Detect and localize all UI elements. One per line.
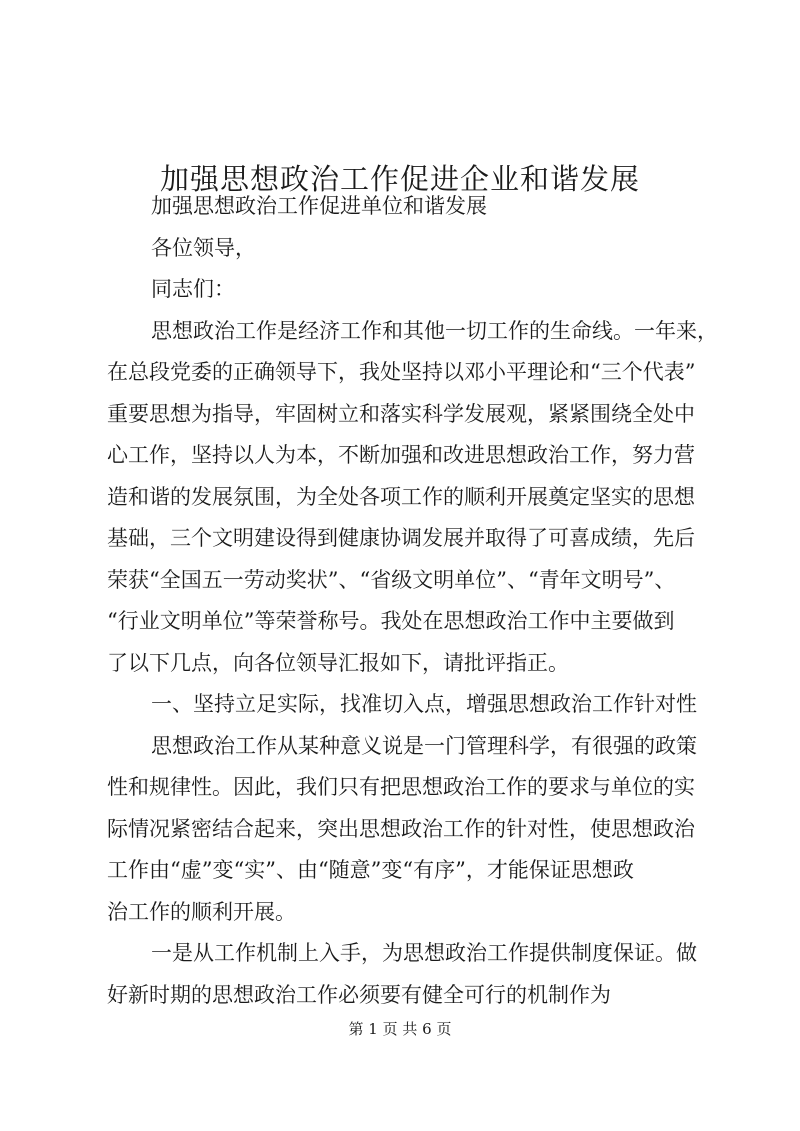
body-line: 了以下几点，向各位领导汇报如下，请批评指正。 <box>107 650 569 675</box>
body-line: 加强思想政治工作促进单位和谐发展 <box>151 194 487 218</box>
body-line: 性和规律性。因此，我们只有把思想政治工作的要求与单位的实 <box>107 775 695 799</box>
body-line: 思想政治工作从某种意义说是一门管理科学，有很强的政策 <box>151 733 697 758</box>
body-line: 际情况紧密结合起来，突出思想政治工作的针对性，使思想政治 <box>107 816 695 841</box>
page-footer: 第 1 页 共 6 页 <box>348 1020 452 1038</box>
body-line: 荣获“全国五一劳动奖状”、“省级文明单位”、“青年文明号”、 <box>107 567 676 592</box>
body-line: 造和谐的发展氛围，为全处各项工作的顺利开展奠定坚实的思想 <box>107 484 695 509</box>
body-line: 一、坚持立足实际，找准切入点，增强思想政治工作针对性 <box>151 692 697 716</box>
body-line: 工作由“虚”变“实”、由“随意”变“有序”，才能保证思想政 <box>107 858 634 882</box>
body-line: 治工作的顺利开展。 <box>107 899 296 924</box>
document-body <box>107 186 718 1016</box>
body-line: 同志们： <box>151 277 235 301</box>
body-line: 各位领导， <box>151 235 256 260</box>
body-line: 基础，三个文明建设得到健康协调发展并取得了可喜成绩，先后 <box>107 526 695 550</box>
body-line: 重要思想为指导，牢固树立和落实科学发展观，紧紧围绕全处中 <box>107 401 695 426</box>
document-title: 加强思想政治工作促进企业和谐发展 <box>159 162 640 197</box>
body-line: 一是从工作机制上入手，为思想政治工作提供制度保证。做 <box>151 941 697 965</box>
body-line: 在总段党委的正确领导下，我处坚持以邓小平理论和“三个代表” <box>107 360 696 384</box>
body-line: 心工作，坚持以人为本，不断加强和改进思想政治工作，努力营 <box>107 443 695 467</box>
body-line: 好新时期的思想政治工作必须要有健全可行的机制作为 <box>107 982 611 1007</box>
body-line: “行业文明单位”等荣誉称号。我处在思想政治工作中主要做到 <box>107 609 675 633</box>
body-line: 思想政治工作是经济工作和其他一切工作的生命线。一年来， <box>151 318 718 343</box>
